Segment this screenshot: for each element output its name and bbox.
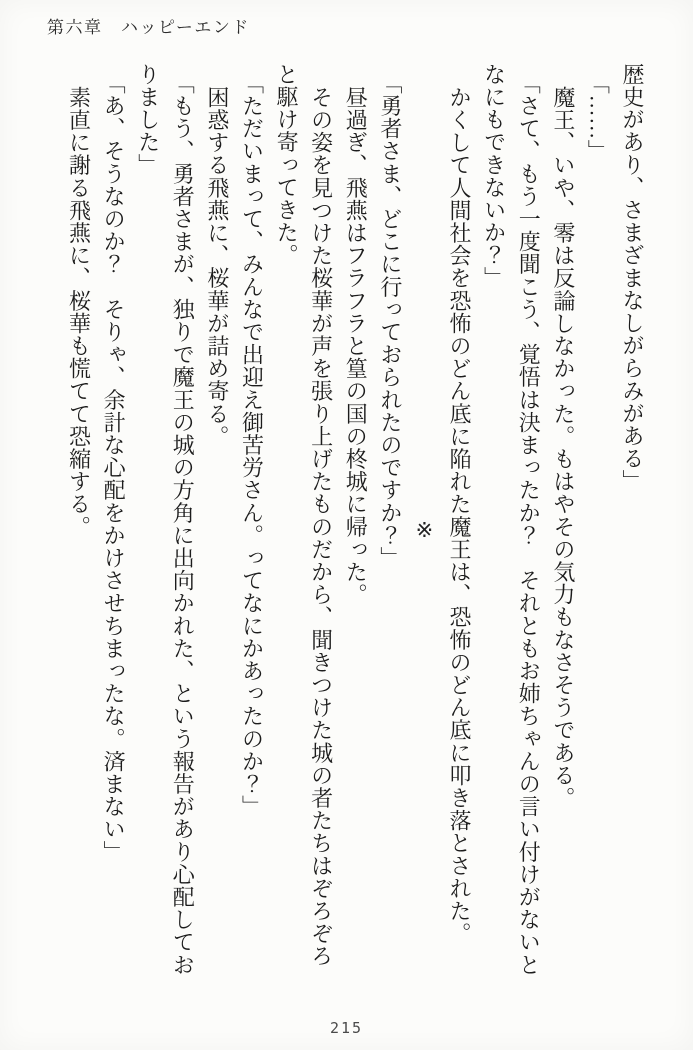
text-line: 「さて、もう一度聞こう、覚悟は決まったか？ それともお姉ちゃんの言い付けがないと [516,72,542,976]
text-line: その姿を見つけた桜華が声を張り上げたものだから、聞きつけた城の者たちはぞろぞろ [308,86,334,968]
text-line: 「もう、勇者さまが、独りで魔王の城の方角に出向かれた、という報告があり心配してお [170,72,196,976]
text-line: 昼過ぎ、飛燕はフラフラと篁の国の柊城に帰った。 [343,86,369,606]
text-line: かくして人間社会を恐怖のどん底に陥れた魔王は、恐怖のどん底に叩き落とされた。 [447,86,473,945]
text-line: りました」 [135,63,161,176]
text-line: なにもできないか？」 [481,63,507,289]
text-line: 素直に謝る飛燕に、桜華も慌てて恐縮する。 [66,86,92,538]
text-line: 魔王、いや、零は反論しなかった。もはやその気力もなさそうである。 [550,86,576,810]
text-line: と駆け寄ってきた。 [274,63,300,267]
text-line: 「勇者さま、どこに行っておられたのですか？」 [377,72,403,570]
text-line: 困惑する飛燕に、桜華が詰め寄る。 [204,86,230,448]
text-line: 「あ、そうなのか？ そりゃ、余計な心配をかけさせちまったな。済まない」 [101,72,127,863]
vertical-text-block [61,63,649,997]
chapter-header: 第六章 ハッピーエンド [47,18,250,37]
text-line: 「ただいまって、みんなで出迎え御苦労さん。ってなにかあったのか？」 [239,72,265,818]
text-line: 歴史があり、さまざまなしがらみがある」 [620,63,645,493]
page-number: 215 [329,1019,364,1037]
text-line: 「……」 [585,72,611,163]
section-divider: ※ [412,517,437,543]
